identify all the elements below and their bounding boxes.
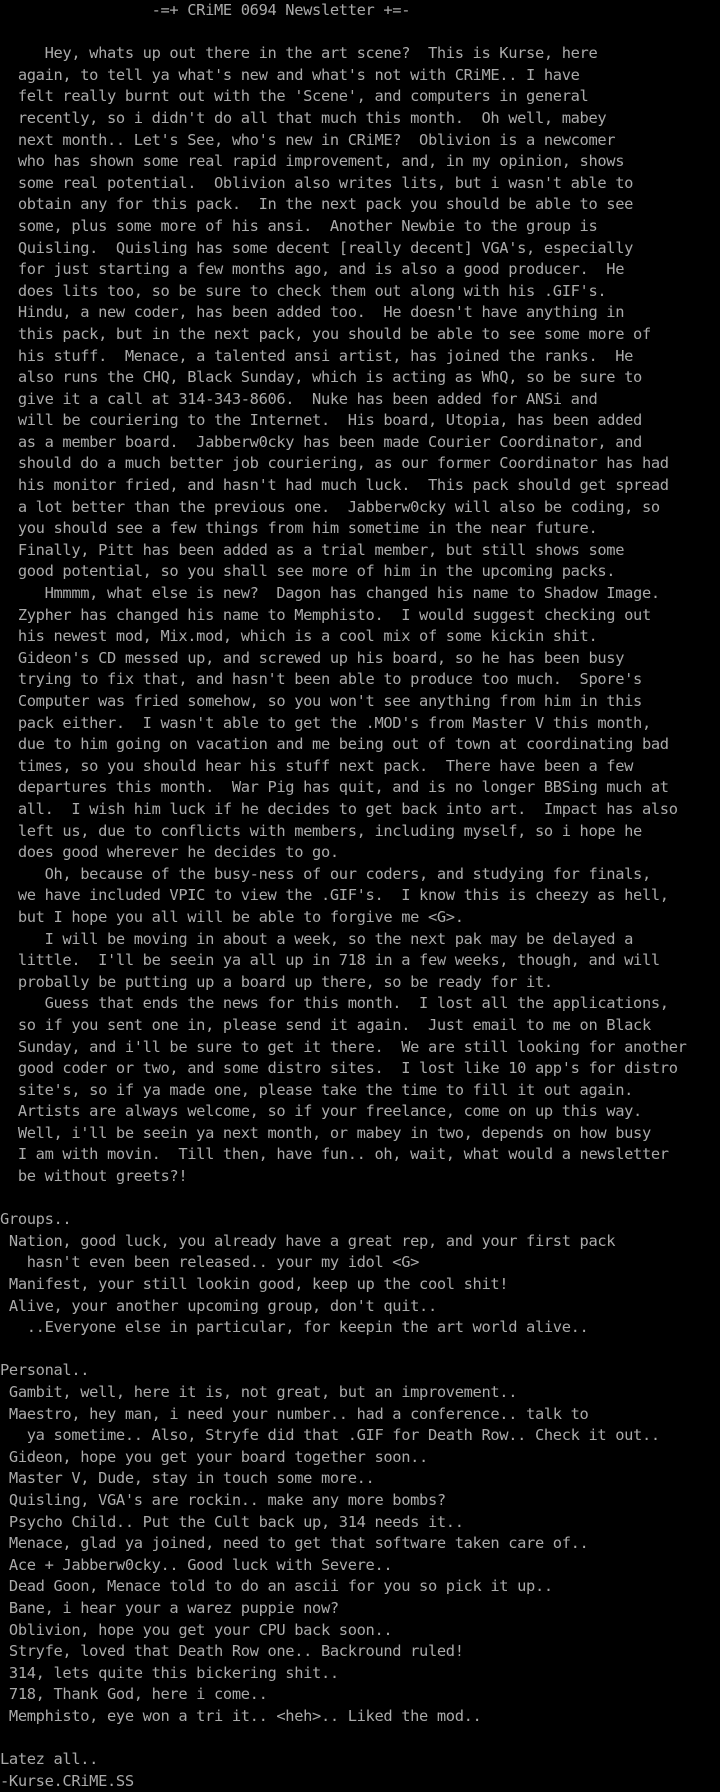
text-line: Dead Goon, Menace told to do an ascii for you so pick it up.. <box>0 1577 553 1596</box>
text-line: you should see a few things from him sometime in the near future. <box>0 519 598 538</box>
text-line: Oh, because of the busy-ness of our coders, and studying for finals, <box>0 864 651 883</box>
text-line: pack either. I wasn't able to get the .MOD's from Master V this month, <box>0 713 651 732</box>
text-line: Hmmmm, what else is new? Dagon has changed his name to Shadow Image. <box>0 584 660 603</box>
text-line: for just starting a few months ago, and is also a good producer. He <box>0 260 625 279</box>
text-line: 314, lets quite this bickering shit.. <box>0 1663 339 1682</box>
text-line: Zypher has changed his name to Memphisto. I would suggest checking out <box>0 605 651 624</box>
text-line: Quisling, VGA's are rockin.. make any more bombs? <box>0 1490 446 1509</box>
text-line: ..Everyone else in particular, for keepin the art world alive.. <box>0 1318 589 1337</box>
text-line: but I hope you all will be able to forgive me <G>. <box>0 907 464 926</box>
text-line: Personal.. <box>0 1361 90 1380</box>
text-line: who has shown some real rapid improvement, and, in my opinion, shows <box>0 152 625 171</box>
newsletter-title: -=+ CRiME 0694 Newsletter +=- <box>0 1 411 19</box>
text-line: Master V, Dude, stay in touch some more.. <box>0 1469 375 1488</box>
text-line: good potential, so you shall see more of him in the upcoming packs. <box>0 562 616 581</box>
text-line: Computer was fried somehow, so you won't see anything from him in this <box>0 692 642 710</box>
text-line: Gideon, hope you get your board together soon.. <box>0 1447 428 1466</box>
text-line: all. I wish him luck if he decides to get back into art. Impact has also <box>0 799 678 818</box>
text-line: hasn't even been released.. your my idol <G> <box>0 1253 420 1272</box>
text-line: Groups.. <box>0 1210 72 1229</box>
text-line: Memphisto, eye won a tri it.. <heh>.. Liked the mod.. <box>0 1706 482 1725</box>
text-line: Alive, your another upcoming group, don't quit.. <box>0 1296 437 1315</box>
text-line: some, plus some more of his ansi. Another Newbie to the group is <box>0 216 598 235</box>
text-line: Oblivion, hope you get your CPU back soon.. <box>0 1620 393 1639</box>
text-line: Hindu, a new coder, has been added too. He doesn't have anything in <box>0 303 625 322</box>
text-line: give it a call at 314-343-8606. Nuke has been added for ANSi and <box>0 389 598 408</box>
text-line: Latez all.. <box>0 1750 99 1769</box>
text-line: also runs the CHQ, Black Sunday, which is acting as WhQ, so be sure to <box>0 368 642 387</box>
text-line: Nation, good luck, you already have a great rep, and your first pack <box>0 1231 616 1250</box>
text-line <box>0 1339 720 1361</box>
text-line: a lot better than the previous one. Jabberw0cky will also be coding, so <box>0 497 660 516</box>
text-line: does lits too, so be sure to check them out along with his .GIF's. <box>0 281 607 300</box>
text-line: Manifest, your still lookin good, keep up the cool shit! <box>0 1275 509 1294</box>
text-line <box>0 1188 720 1210</box>
text-line: his monitor fried, and hasn't had much luck. This pack should get spread <box>0 476 669 495</box>
text-line: so if you sent one in, please send it again. Just email to me on Black <box>0 1015 651 1034</box>
text-line: again, to tell ya what's new and what's not with CRiME.. I have <box>0 65 580 84</box>
text-line: Guess that ends the news for this month. I lost all the applications, <box>0 994 669 1013</box>
text-line: Psycho Child.. Put the Cult back up, 314 needs it.. <box>0 1512 464 1531</box>
text-line: recently, so i didn't do all that much this month. Oh well, mabey <box>0 108 607 127</box>
text-line: we have included VPIC to view the .GIF's. I know this is cheezy as hell, <box>0 886 669 905</box>
text-line: times, so you should hear his stuff next pack. There have been a few <box>0 756 634 775</box>
text-line: left us, due to conflicts with members, including myself, so i hope he <box>0 821 642 840</box>
text-line: ya sometime.. Also, Stryfe did that .GIF for Death Row.. Check it out.. <box>0 1426 660 1445</box>
text-line: probally be putting up a board up there, so be ready for it. <box>0 972 553 991</box>
text-line: should do a much better job couriering, as our former Coordinator has had <box>0 454 669 473</box>
text-line: Artists are always welcome, so if your freelance, come on up this way. <box>0 1102 642 1121</box>
text-line: does good wherever he decides to go. <box>0 843 339 862</box>
text-line <box>0 1728 720 1750</box>
text-line <box>0 22 720 44</box>
text-line: Ace + Jabberw0cky.. Good luck with Severe.. <box>0 1555 393 1574</box>
text-line: Menace, glad ya joined, need to get that software taken care of.. <box>0 1534 589 1553</box>
text-line: Maestro, hey man, i need your number.. had a conference.. talk to <box>0 1404 589 1423</box>
text-line: I will be moving in about a week, so the next pak may be delayed a <box>0 929 634 948</box>
text-line: Finally, Pitt has been added as a trial member, but still shows some <box>0 540 625 559</box>
text-line: as a member board. Jabberw0cky has been made Courier Coordinator, and <box>0 432 642 451</box>
text-line: due to him going on vacation and me being out of town at coordinating bad <box>0 735 669 754</box>
text-line: felt really burnt out with the 'Scene', and computers in general <box>0 87 589 106</box>
text-line: Hey, whats up out there in the art scene? This is Kurse, here <box>0 44 598 63</box>
text-line: departures this month. War Pig has quit, and is no longer BBSing much at <box>0 778 669 797</box>
text-line: will be couriering to the Internet. His board, Utopia, has been added <box>0 411 642 430</box>
text-line: Well, i'll be seein ya next month, or mabey in two, depends on how busy <box>0 1123 651 1142</box>
text-line: Quisling. Quisling has some decent [really decent] VGA's, especially <box>0 238 634 257</box>
text-line: Gideon's CD messed up, and screwed up his board, so he has been busy <box>0 648 625 667</box>
text-line: Bane, i hear your a warez puppie now? <box>0 1598 339 1617</box>
text-line: trying to fix that, and hasn't been able to produce too much. Spore's <box>0 670 642 689</box>
text-line: 718, Thank God, here i come.. <box>0 1685 268 1704</box>
text-line: Sunday, and i'll be sure to get it there. We are still looking for another <box>0 1037 687 1056</box>
text-line: little. I'll be seein ya all up in 718 in a few weeks, though, and will <box>0 951 660 970</box>
text-line: -Kurse.CRiME.SS <box>0 1771 134 1790</box>
text-line: next month.. Let's See, who's new in CRiME? Oblivion is a newcomer <box>0 130 616 149</box>
text-line: be without greets?! <box>0 1167 188 1186</box>
text-line: Stryfe, loved that Death Row one.. Backround ruled! <box>0 1642 464 1661</box>
text-line: good coder or two, and some distro sites. I lost like 10 app's for distro <box>0 1059 678 1078</box>
text-line: obtain any for this pack. In the next pack you should be able to see <box>0 195 634 214</box>
text-line: this pack, but in the next pack, you should be able to see some more of <box>0 324 651 343</box>
text-line: some real potential. Oblivion also writes lits, but i wasn't able to <box>0 173 634 192</box>
text-line: I am with movin. Till then, have fun.. oh, wait, what would a newsletter <box>0 1145 669 1164</box>
text-line: his newest mod, Mix.mod, which is a cool mix of some kickin shit. <box>0 627 598 646</box>
text-line: site's, so if ya made one, please take the time to fill it out again. <box>0 1080 634 1099</box>
text-line: his stuff. Menace, a talented ansi artist, has joined the ranks. He <box>0 346 634 365</box>
text-line: Gambit, well, here it is, not great, but an improvement.. <box>0 1383 518 1401</box>
